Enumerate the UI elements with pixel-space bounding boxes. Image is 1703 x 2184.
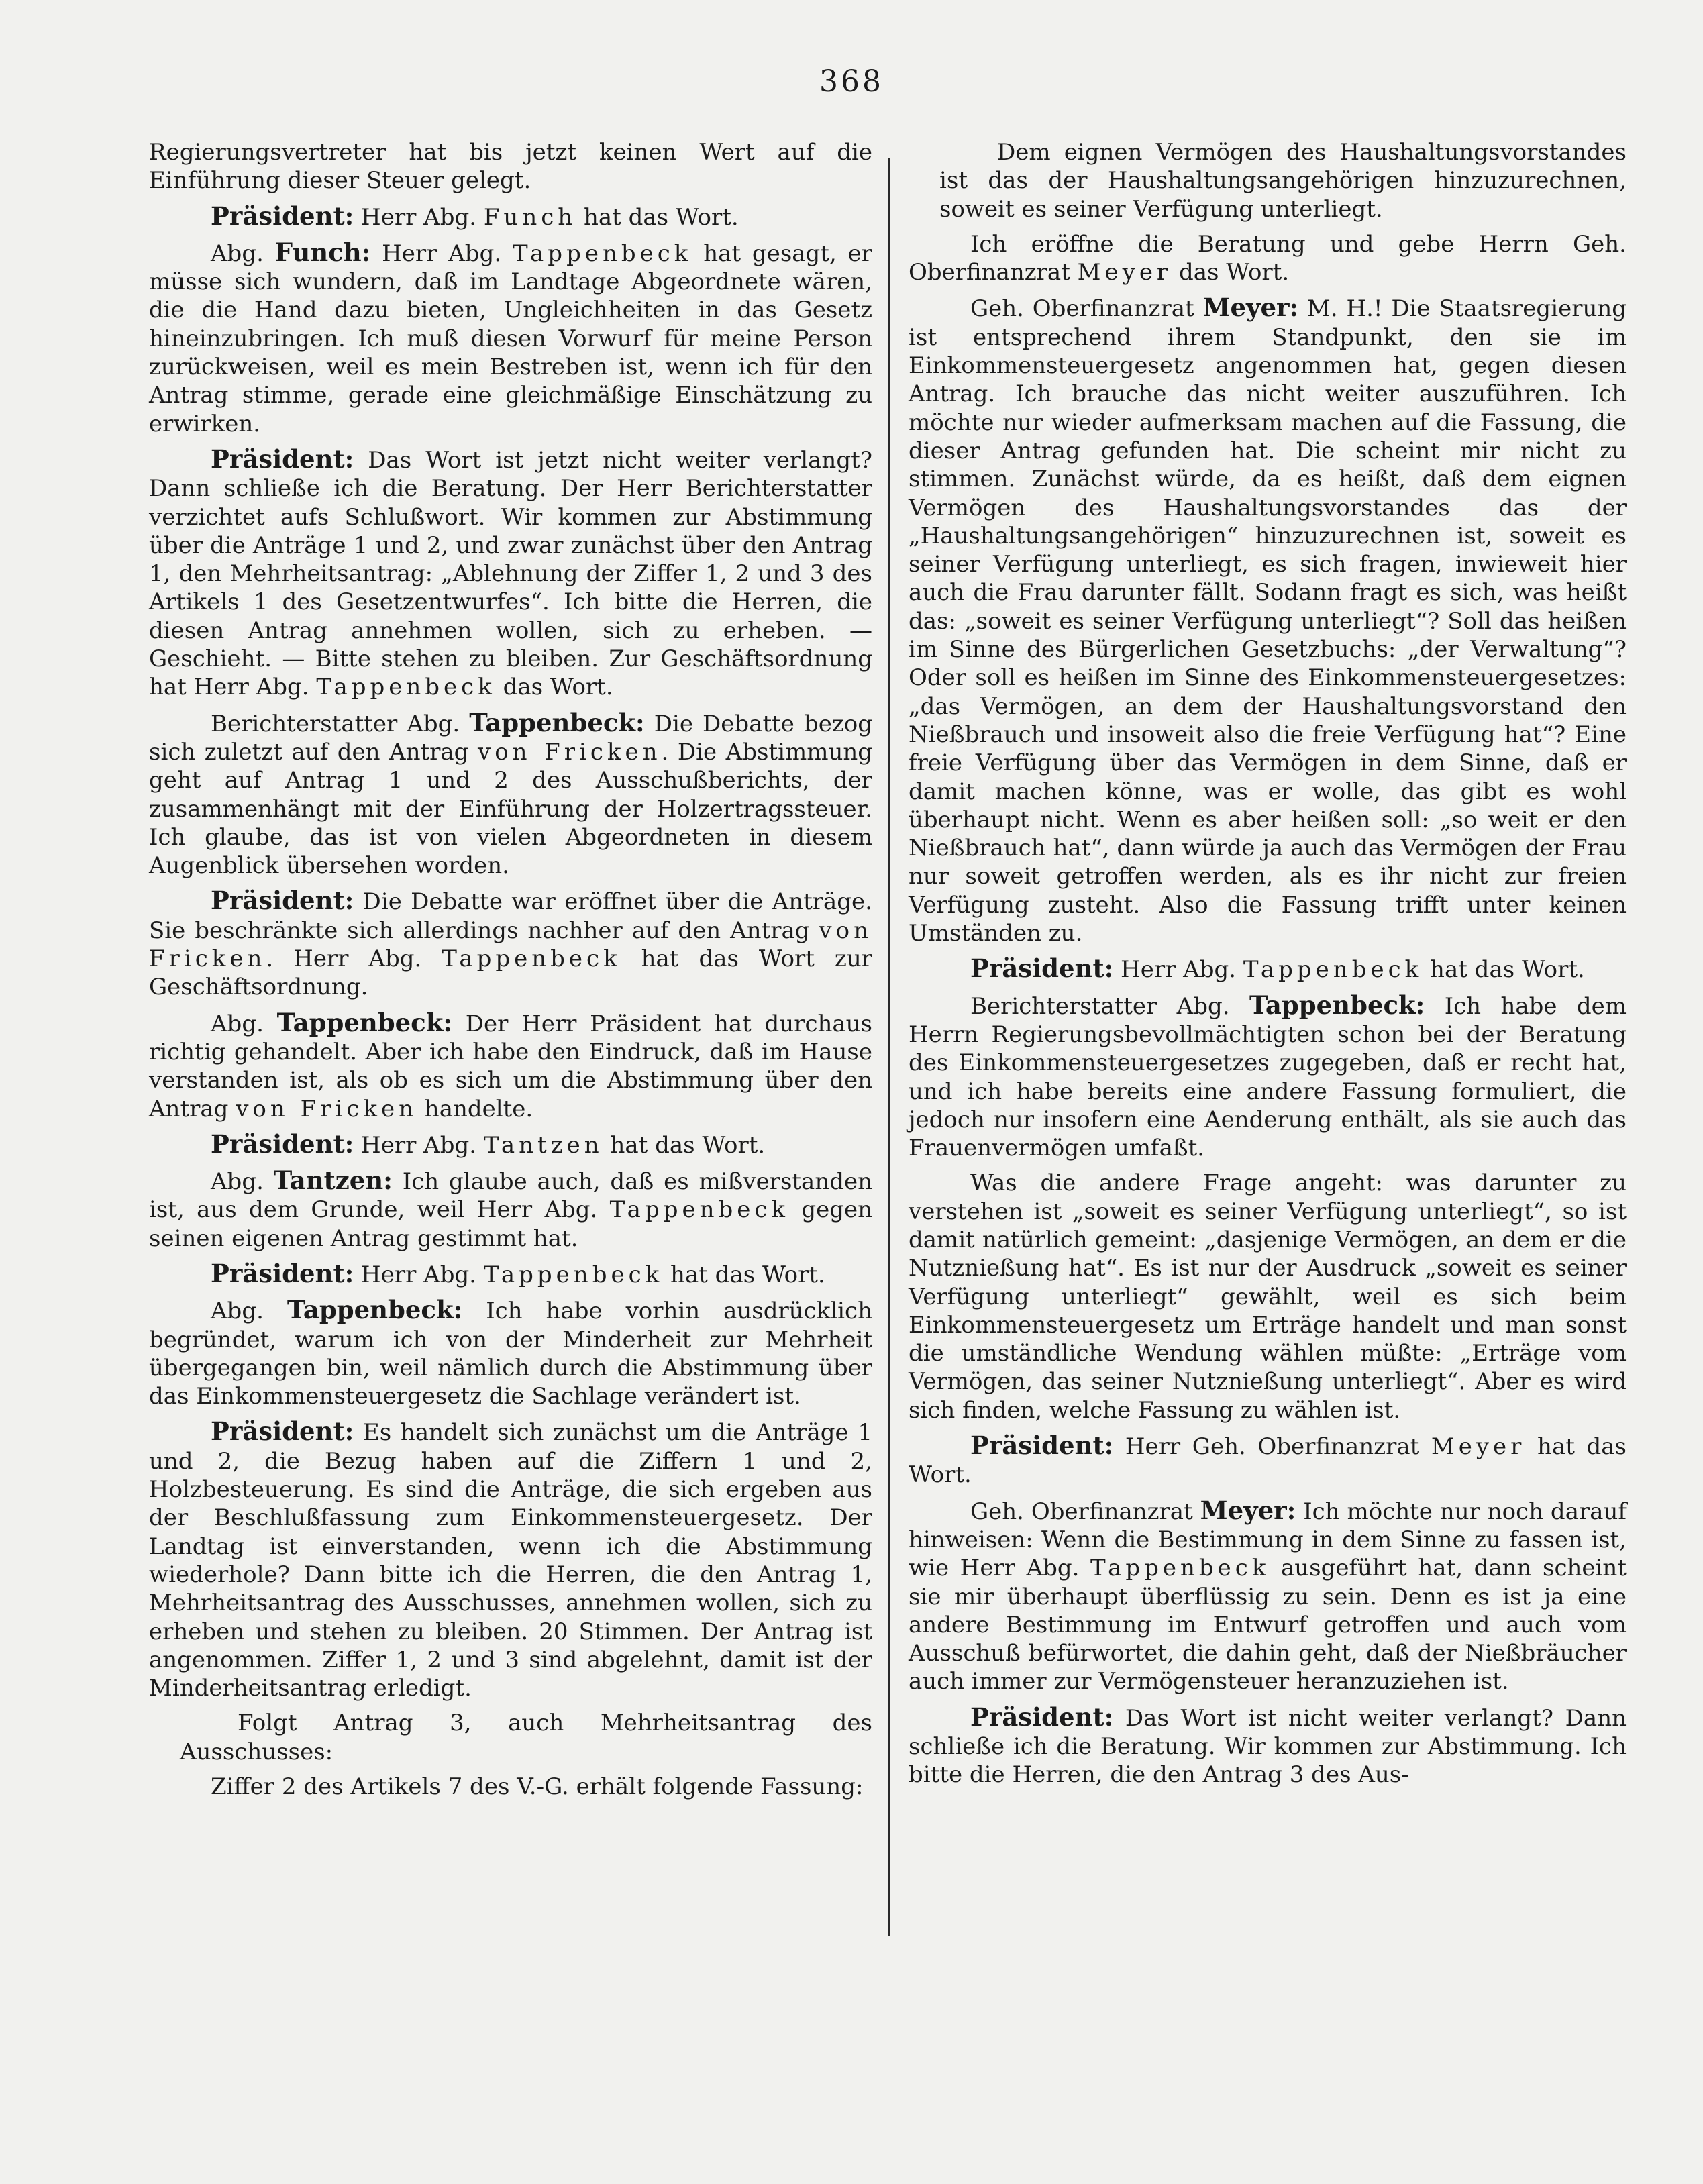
paragraph: Abg. Tappenbeck: Der Herr Präsident hat durchaus richtig gehandelt. Aber ich habe den Eindruck, daß im Hause verstanden ist, als ob es sich um die Abstimmung über den Antrag von Fricken handelte. [149, 1007, 873, 1123]
paragraph: Berichterstatter Abg. Tappenbeck: Ich habe dem Herrn Regierungsbevollmächtigten schon bei der Beratung des Einkommensteuergesetzes zugegeben, daß er recht hat, und ich habe bereits eine andere Fassung formuliert, die jedoch nur insofern eine Aenderung enthält, als sie auch das Frauenvermögen umfaßt. [909, 990, 1627, 1162]
speaker-label: Tappenbeck: [469, 707, 645, 737]
paragraph: Präsident: Herr Abg. Tantzen hat das Wort. [211, 1129, 766, 1159]
paragraph: Berichterstatter Abg. Tappenbeck: Die Debatte bezog sich zuletzt auf den Antrag von Fricken. Die Abstimmung geht auf Antrag 1 und 2 des Ausschußberichts, der zusammenhängt mit der Einführung der Holzertragssteuer. Ich glaube, das ist von vielen Abgeordneten in diesem Augenblick übersehen worden. [149, 707, 872, 880]
paragraph: Präsident: Es handelt sich zunächst um die Anträge 1 und 2, die Bezug haben auf die Ziffern 1 und 2, Holzbesteuerung. Es sind die Anträge, die sich ergeben aus der Beschlußfassung zum Einkommensteuergesetz. Der Landtag ist einverstanden, wenn ich die Abstimmung wiederhole? Dann bitte ich die Herren, die den Antrag 1, Mehrheitsantrag des Ausschusses, annehmen wollen, sich zu erheben und stehen zu bleiben. 20 Stimmen. Der Antrag ist angenommen. Ziffer 1, 2 und 3 sind abgelehnt, damit ist der Minderheitsantrag erledigt. [149, 1416, 872, 1702]
speaker-label: Präsident: [970, 1702, 1114, 1732]
paragraph: Folgt Antrag 3, auch Mehrheitsantrag des Ausschusses: [180, 1710, 872, 1765]
paragraph: Präsident: Herr Abg. Funch hat das Wort. [211, 201, 739, 231]
speaker-label: Präsident: [211, 201, 354, 231]
paragraph: Präsident: Herr Abg. Tappenbeck hat das Wort. [211, 1258, 825, 1288]
speaker-label: Präsident: [211, 444, 354, 474]
paragraph: Ziffer 2 des Artikels 7 des V.-G. erhält folgende Fassung: [211, 1773, 864, 1801]
quoted-text: Dem eignen Vermögen des Haushaltungsvorstandes ist das der Haushaltungsangehörigen hinzuzurechnen, soweit es seiner Verfügung unterliegt. [939, 139, 1627, 223]
paragraph: Abg. Tantzen: Ich glaube auch, daß es mißverstanden ist, aus dem Grunde, weil Herr Abg. Tappenbeck gegen seinen eigenen Antrag gestimmt hat. [149, 1165, 873, 1252]
spaced-name: Tappenbeck [609, 1196, 790, 1224]
paragraph: Regierungsvertreter hat bis jetzt keinen Wert auf die Einführung dieser Steuer gelegt. [149, 139, 872, 195]
speaker-label: Präsident: [970, 953, 1114, 984]
paragraph: Präsident: Das Wort ist nicht weiter verlangt? Dann schließe ich die Beratung. Wir kommen zur Abstimmung. Ich bitte die Herren, die den Antrag 3 des Aus- [909, 1702, 1627, 1789]
spaced-name: Tantzen [483, 1131, 603, 1159]
right-column [909, 138, 1627, 1796]
paragraph: Geh. Oberfinanzrat Meyer: M. H.! Die Staatsregierung ist entsprechend ihrem Standpunkt, den sie im Einkommensteuergesetz angenommen hat, gegen diesen Antrag. Ich brauche das nicht weiter auszuführen. Ich möchte nur wieder aufmerksam machen auf die Fassung, die dieser Antrag gefunden hat. Die scheint mir nicht zu stimmen. Zunächst würde, da es heißt, daß dem eignen Vermögen des Haushaltungsvorstandes das der „Haushaltungsangehörigen“ hinzuzurechnen ist, soweit es seiner Verfügung unterliegt, es sich fragen, inwieweit hier auch die Frau darunter fällt. Sodann fragt es sich, was heißt das: „soweit es seiner Verfügung unterliegt“? Soll das heißen im Sinne des Bürgerlichen Gesetzbuchs: „der Verwaltung“? Oder soll es heißen im Sinne des Einkommensteuergesetzes: „das Vermögen, an dem der Haushaltungsvorstand den Nießbrauch und insoweit also die freie Verfügung hat“? Eine freie Verfügung über das Vermögen in dem Sinne, daß er damit machen könne, was er wolle, das gibt es wohl überhaupt nicht. Wenn es aber heißen soll: „so weit er den Nießbrauch hat“, dann würde ja auch das Vermögen der Frau nur soweit getroffen werden, als es ihr nicht zur freien Verfügung zusteht. Also die Fassung trifft unter keinen Umständen zu. [909, 293, 1627, 947]
speaker-label: Präsident: [211, 1258, 354, 1288]
paragraph: Präsident: Die Debatte war eröffnet über die Anträge. Sie beschränkte sich allerdings nachher auf den Antrag von Fricken. Herr Abg. Tappenbeck hat das Wort zur Geschäftsordnung. [149, 886, 872, 1001]
paragraph: Geh. Oberfinanzrat Meyer: Ich möchte nur noch darauf hinweisen: Wenn die Bestimmung in dem Sinne zu fassen ist, wie Herr Abg. Tappenbeck ausgeführt hat, dann scheint sie mir überhaupt überflüssig zu sein. Denn es ist ja eine andere Bestimmung im Entwurf getroffen und auch vom Ausschuß befürwortet, die dahin geht, daß der Nießbräucher auch immer zur Vermögensteuer heranzuziehen ist. [909, 1495, 1627, 1696]
speaker-label: Meyer: [1200, 1495, 1296, 1525]
speaker-label: Präsident: [970, 1431, 1114, 1461]
paragraph: Präsident: Herr Geh. Oberfinanzrat Meyer hat das Wort. [909, 1431, 1627, 1489]
paragraph: Präsident: Herr Abg. Tappenbeck hat das Wort. [970, 953, 1585, 984]
paragraph: Abg. Funch: Herr Abg. Tappenbeck hat gesagt, er müsse sich wundern, daß im Landtage Abgeordnete wären, die die Hand dazu bieten, Ungleichheiten in das Gesetz hineinzubringen. Ich muß diesen Vorwurf für meine Person zurückweisen, weil es mein Bestreben ist, wenn ich für den Antrag stimme, gerade eine gleichmäßige Einschätzung zu erwirken. [149, 237, 872, 437]
spaced-name: Tappenbeck [1090, 1555, 1270, 1582]
spaced-name: Meyer [1431, 1433, 1526, 1461]
spaced-name: Tappenbeck [483, 1261, 664, 1288]
speaker-label: Präsident: [211, 886, 354, 916]
page-number: 368 [819, 64, 884, 99]
speaker-label: Tantzen: [273, 1165, 393, 1196]
speaker-label: Tappenbeck: [276, 1007, 453, 1037]
paragraph: Was die andere Frage angeht: was darunter zu verstehen ist „soweit es seiner Verfügung unterliegt“, so ist damit natürlich gemeint: „dasjenige Vermögen, an dem er die Nutznießung hat“. Es ist nur der Ausdruck „soweit es seiner Verfügung unterliegt“ gewählt, weil es sich beim Einkommensteuergesetz um Erträge handelt und man sonst die umständliche Wendung wählen müßte: „Erträge vom Vermögen, das seiner Nutznießung unterliegt“. Aber es wird sich finden, welche Fassung zu wählen ist. [909, 1169, 1627, 1424]
spaced-name: von Fricken [477, 738, 662, 766]
spaced-name: Tappenbeck [513, 240, 692, 267]
left-column [149, 138, 872, 1808]
spaced-name: Funch [483, 203, 577, 231]
spaced-name: Tappenbeck [1243, 956, 1423, 984]
spaced-name: Meyer [1077, 259, 1172, 287]
speaker-label: Tappenbeck: [1249, 990, 1425, 1020]
speaker-label: Funch: [274, 237, 371, 267]
paragraph: Ich eröffne die Beratung und gebe Herrn Geh. Oberfinanzrat Meyer das Wort. [909, 230, 1627, 287]
speaker-label: Präsident: [211, 1416, 354, 1447]
spaced-name: von Fricken [236, 1095, 417, 1123]
spaced-name: Tappenbeck [316, 674, 496, 701]
column-divider [888, 158, 890, 1936]
spaced-name: Tappenbeck [442, 945, 621, 973]
speaker-label: Meyer: [1202, 293, 1299, 323]
paragraph: Abg. Tappenbeck: Ich habe vorhin ausdrücklich begründet, warum ich von der Minderheit zur Mehrheit übergegangen bin, weil nämlich durch die Abstimmung über das Einkommensteuergesetz die Sachlage verändert ist. [149, 1295, 872, 1410]
spaced-name: von Fricken [149, 917, 872, 973]
speaker-label: Präsident: [211, 1129, 354, 1159]
paragraph: Präsident: Das Wort ist jetzt nicht weiter verlangt? Dann schließe ich die Beratung. Der Herr Berichterstatter verzichtet aufs Schlußwort. Wir kommen zur Abstimmung über die Anträge 1 und 2, und zwar zunächst über den Antrag 1, den Mehrheitsantrag: „Ablehnung der Ziffer 1, 2 und 3 des Artikels 1 des Gesetzentwurfes“. Ich bitte die Herren, die diesen Antrag annehmen wollen, sich zu erheben. — Geschieht. — Bitte stehen zu bleiben. Zur Geschäftsordnung hat Herr Abg. Tappenbeck das Wort. [149, 444, 872, 701]
speaker-label: Tappenbeck: [287, 1295, 463, 1325]
